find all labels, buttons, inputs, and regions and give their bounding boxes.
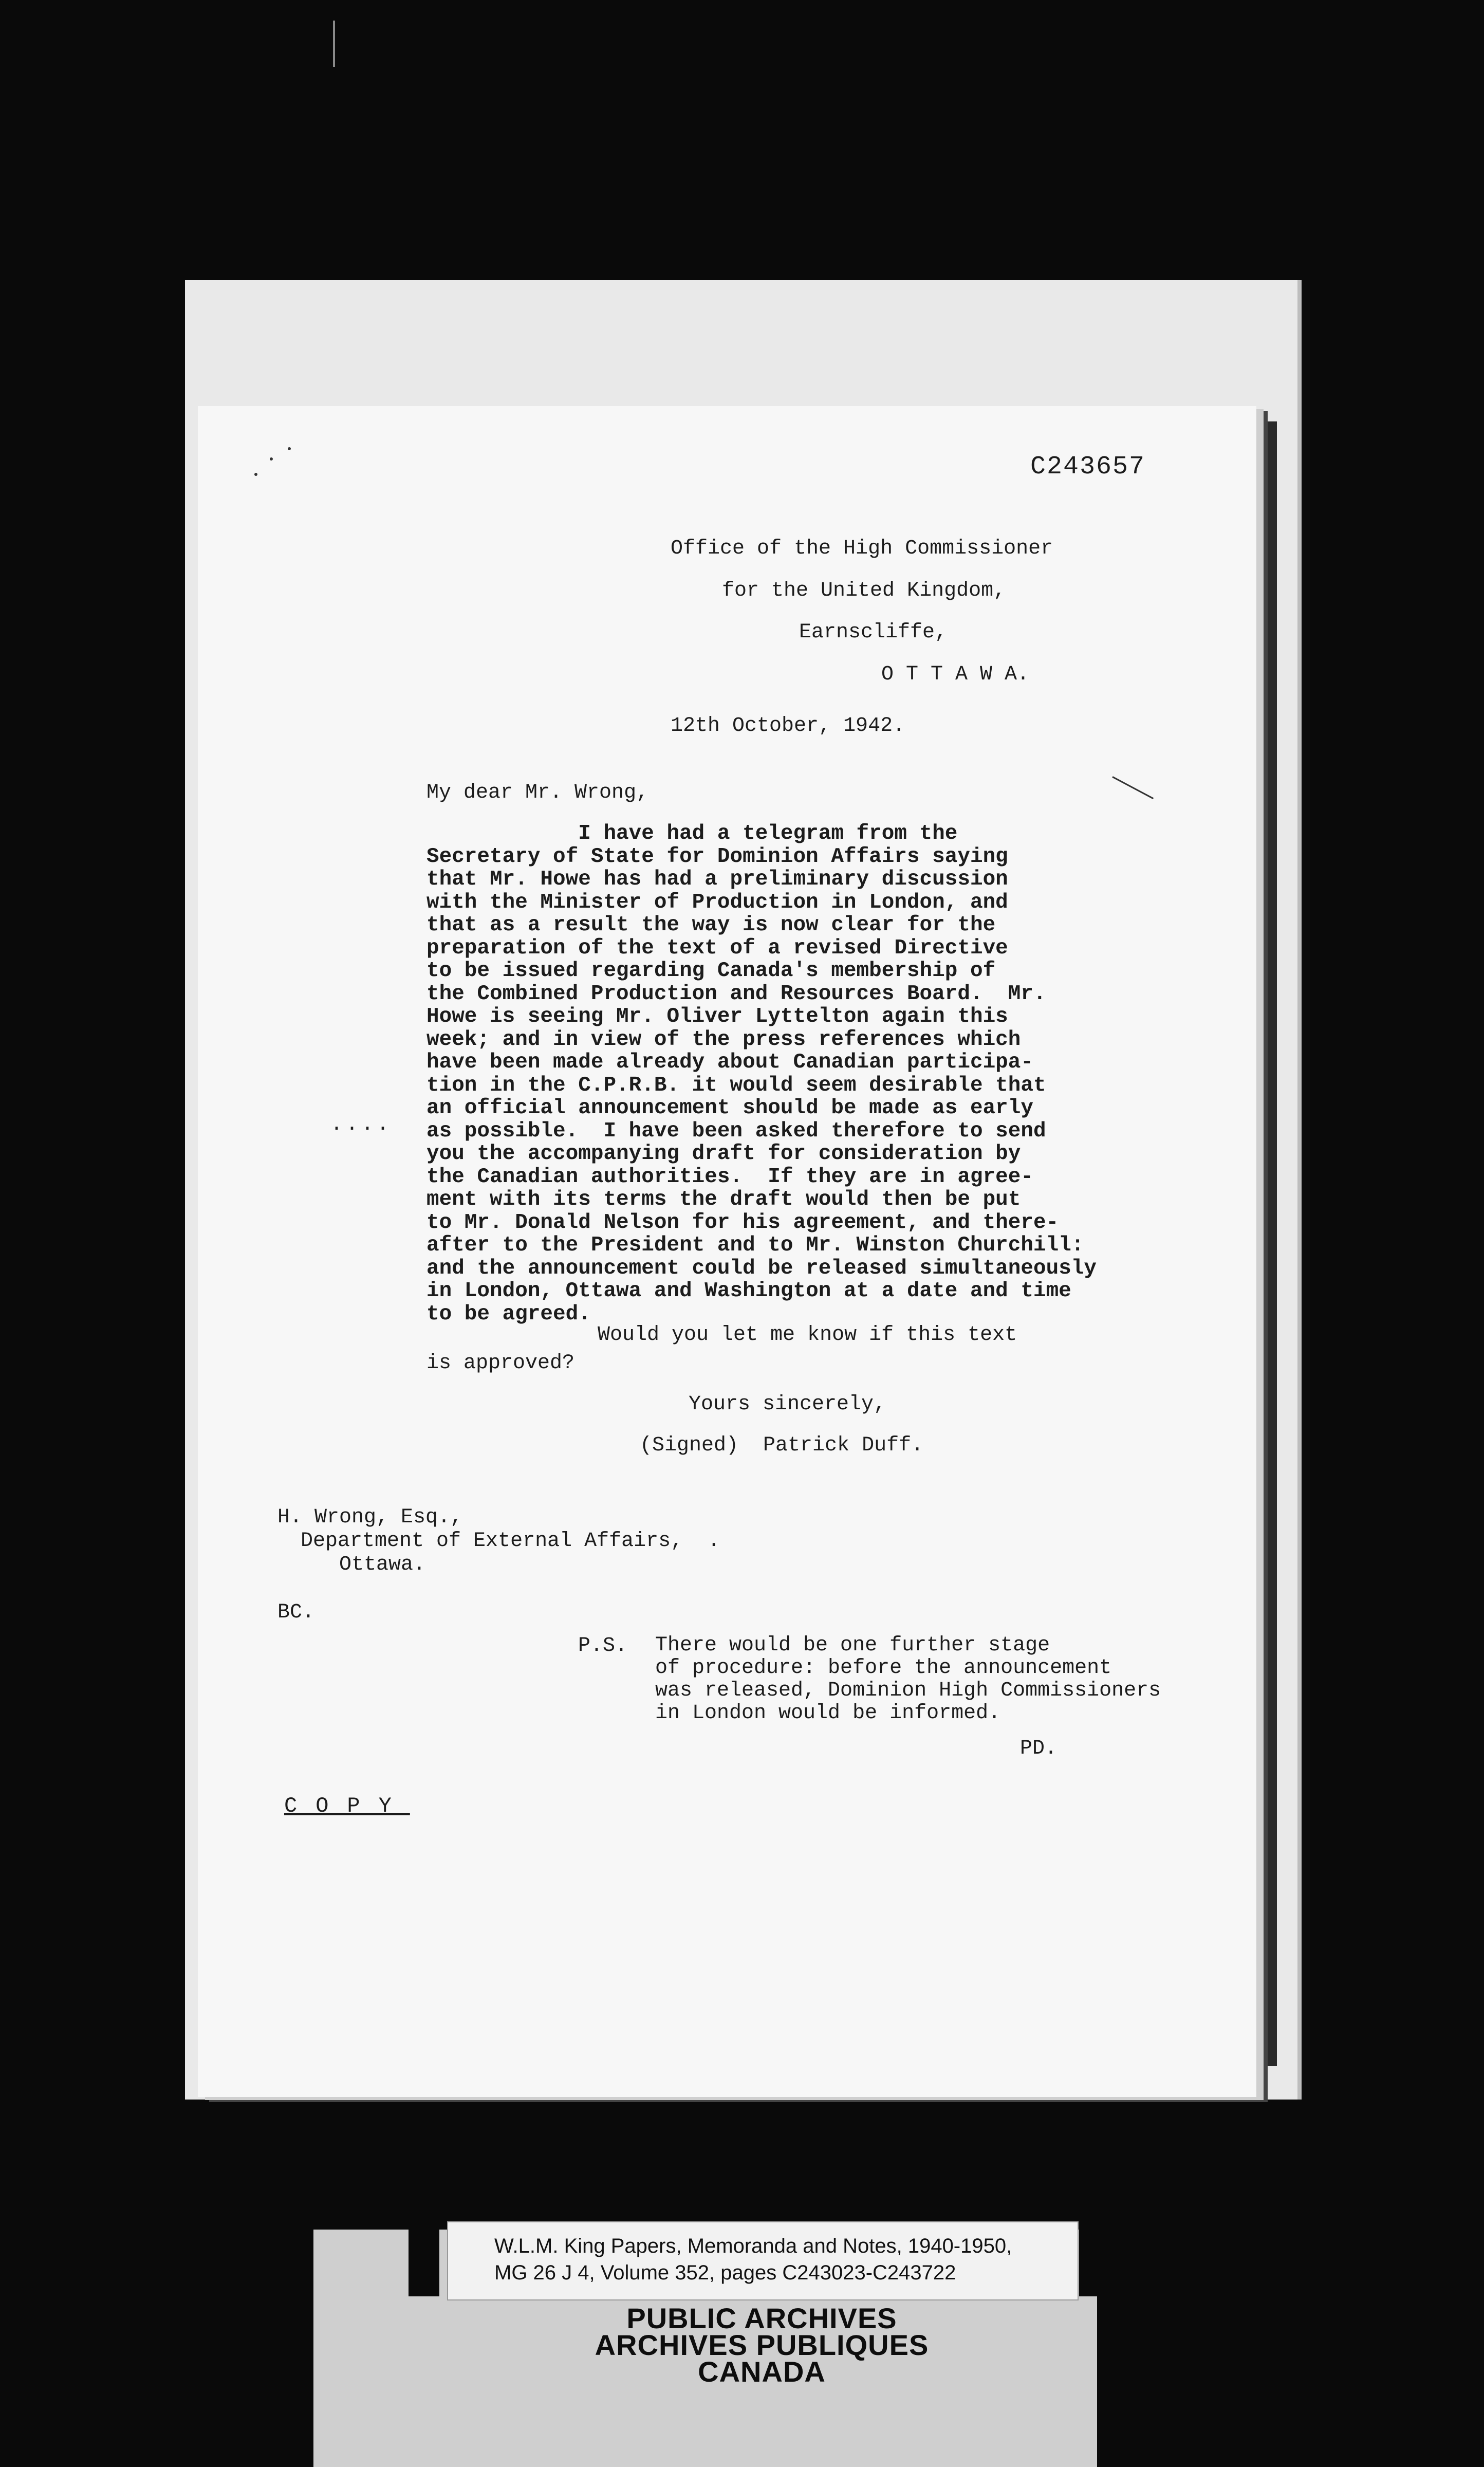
sender-address-line-4: O T T A W A. [881, 663, 1030, 686]
ink-speck [288, 447, 291, 450]
body-paragraph-2-line-1: Would you let me know if this text [598, 1323, 1017, 1347]
stamp-line-3: CANADA [698, 2355, 826, 2388]
letter-page [198, 406, 1256, 2097]
sender-address-line-3: Earnscliffe, [799, 621, 948, 644]
postscript-initials: PD. [1020, 1737, 1058, 1760]
recipient-line-2: Department of External Affairs, . [301, 1530, 720, 1553]
collection-line-2: MG 26 J 4, Volume 352, pages C243023-C243722 [494, 2261, 956, 2284]
signature: (Signed) Patrick Duff. [640, 1434, 924, 1457]
ink-speck [270, 457, 273, 461]
pencil-mark [1112, 776, 1154, 799]
letter-date: 12th October, 1942. [671, 714, 905, 738]
postscript-label: P.S. [578, 1634, 628, 1658]
sender-address-line-1: Office of the High Commissioner [671, 537, 1053, 560]
margin-mark: .... [330, 1113, 393, 1136]
body-paragraph-2-line-2: is approved? [426, 1352, 575, 1375]
reference-number: C243657 [1030, 452, 1146, 482]
stamp-line-2: ARCHIVES PUBLIQUES [595, 2329, 929, 2361]
stamp-line-1: PUBLIC ARCHIVES [626, 2302, 897, 2334]
label-notch [409, 2230, 439, 2296]
closing: Yours sincerely, [689, 1393, 886, 1416]
postscript-text: There would be one further stage of procedure: before the announcement was released, Dominion High Commissioners in London would be informed. [655, 1634, 1161, 1725]
collection-line-1: W.L.M. King Papers, Memoranda and Notes, 1940-1950, [494, 2235, 1012, 2257]
sender-address-line-2: for the United Kingdom, [722, 579, 1006, 602]
recipient-line-3: Ottawa. [339, 1553, 426, 1576]
salutation: My dear Mr. Wrong, [426, 781, 649, 804]
collection-label [447, 2221, 1079, 2300]
copy-mark: COPY [284, 1794, 410, 1818]
recipient-line-1: H. Wrong, Esq., [277, 1506, 463, 1529]
body-paragraph-1: I have had a telegram from the Secretary of State for Dominion Affairs saying that Mr. Howe has had a preliminary discussion with the Minister of Production in London, and that as a result the way is now clear for the preparation of the text of a revised Directive to be issued regarding Canada's membership of the Combined Production and Resources Board. Mr. Howe is seeing Mr. Oliver Lyttelton again this week; and in view of the press references which have been made already about Canadian participa- tion in the C.P.R.B. it would seem desirable that an official announcement should be made as early as possible. I have been asked therefore to send you the accompanying draft for consideration by the Canadian authorities. If they are in agree- ment with its terms the draft would then be put to Mr. Donald Nelson for his agreement, and there- after to the President and to Mr. Winston Churchill: and the announcement could be released simultaneously in London, Ottawa and Washington at a date and time to be agreed. [426, 822, 1097, 1326]
ink-speck [254, 473, 257, 476]
page-edge-shadow [1268, 421, 1277, 2066]
label-notch [1079, 2230, 1097, 2296]
archives-stamp [447, 2302, 1077, 2388]
scanner-edge-mark [333, 21, 335, 67]
typist-initials: BC. [277, 1601, 315, 1624]
